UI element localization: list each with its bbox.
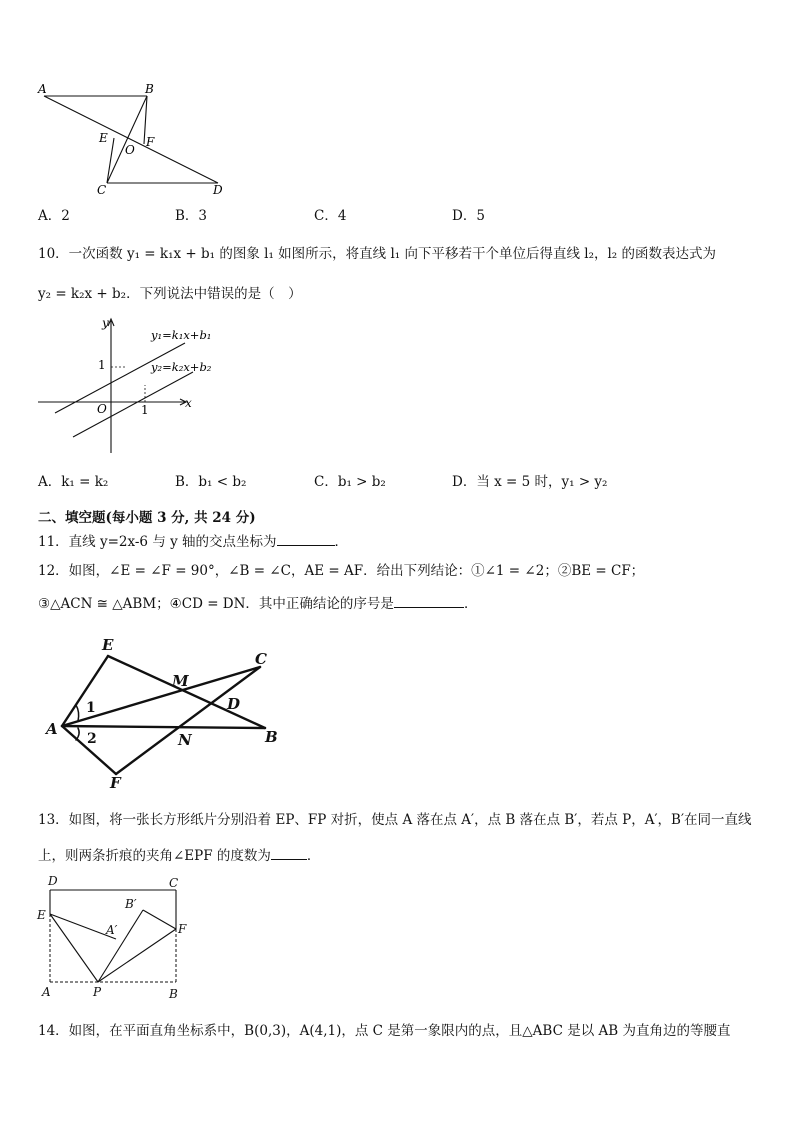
q9-segment-BC [107,96,147,183]
q13-answer-blank[interactable] [271,845,307,860]
q10-label-x: x [185,396,192,410]
q11-text: 11．直线 y=2x-6 与 y 轴的交点坐标为 [38,534,277,550]
q10-line1: 10．一次函数 y₁ = k₁x + b₁ 的图象 l₁ 如图所示，将直线 l₁ 向下平移若干个单位后得直线 l₂，l₂ 的函数表达式为 [38,246,717,262]
q13-label-A: A [42,985,51,999]
q12-label-B: B [265,728,278,746]
q10-line2: y₂ = k₂x + b₂．下列说法中错误的是（ ） [38,286,302,302]
q12-label-M: M [172,672,189,690]
q10-line-l2 [73,372,193,437]
q12-answer-blank[interactable] [394,593,464,608]
q9-option-d: D．5 [452,208,485,224]
q9-option-a: A．2 [38,208,70,224]
q9-label-F: F [146,135,155,149]
q9-label-A: A [38,82,47,96]
q12-label-E: E [102,636,114,654]
q12-label-F: F [110,774,121,792]
q12-label-2: 2 [87,731,97,747]
q12-figure [40,630,300,795]
q10-label-one-y: 1 [98,358,106,372]
q13-label-P: P [93,985,102,999]
q13-label-F: F [178,922,187,936]
q12-angle-2 [76,728,79,740]
q14-line1: 14．如图，在平面直角坐标系中，B(0,3)，A(4,1)，点 C 是第一象限内的点，且△ABC 是以 AB 为直角边的等腰直 [38,1023,731,1039]
q12-label-C: C [255,650,267,668]
q9-option-c: C．4 [314,208,347,224]
q9-label-E: E [99,131,108,145]
q10-option-d: D．当 x = 5 时，y₁ > y₂ [452,474,608,490]
q11-end: ． [334,534,349,550]
q12-line2 [38,593,477,613]
q11-line [38,531,348,551]
q13-label-D: D [48,874,58,888]
q13-label-C: C [169,876,179,890]
q13-line2-text: 上，则两条折痕的夹角∠EPF 的度数为 [38,848,271,864]
q13-line1: 13．如图，将一张长方形纸片分别沿着 EP、FP 对折，使点 A 落在点 A′，点 B 落在点 B′，若点 P，A′，B′在同一直线 [38,812,752,828]
q10-option-c: C．b₁ > b₂ [314,474,386,490]
q10-label-y: y [102,316,109,330]
q10-label-o: O [97,402,107,416]
q12-label-1: 1 [86,700,96,716]
q13-segment-BF [143,910,176,929]
q13-end: ． [306,848,321,864]
q12-angle-1 [76,705,79,721]
q13-label-E: E [37,908,46,922]
q13-figure [36,872,206,1004]
q9-segment-AD [44,96,218,183]
q12-label-A: A [46,720,58,738]
q9-label-D: D [213,183,223,197]
q12-label-D: D [227,695,241,713]
q12-label-N: N [178,731,192,749]
q10-option-a: A．k₁ = k₂ [38,474,109,490]
q9-label-C: C [97,183,107,197]
q10-option-b: B．b₁ < b₂ [175,474,247,490]
q10-figure [35,315,235,460]
q13-label-B-prime: B′ [125,897,137,911]
q12-line2-text: ③△ACN ≅ △ABM；④CD = DN．其中正确结论的序号是 [38,596,394,612]
q12-end: ． [463,596,478,612]
q9-label-O: O [125,143,135,157]
q9-option-b: B．3 [175,208,208,224]
q10-label-one-x: 1 [141,403,149,417]
q9-figure [35,80,235,200]
q10-label-l2: y₂=k₂x+b₂ [151,360,212,374]
q13-segment-PB [98,910,143,982]
q13-line2 [38,845,320,865]
q13-crease-EP [50,914,98,982]
q9-label-B: B [145,82,154,96]
q13-label-A-prime: A′ [106,923,118,937]
section-title: 二、填空题(每小题 3 分, 共 24 分) [38,510,256,526]
q11-answer-blank[interactable] [277,531,335,546]
q12-line1: 12．如图，∠E = ∠F = 90°，∠B = ∠C，AE = AF．给出下列结论：①∠1 = ∠2；②BE = CF； [38,563,645,579]
q12-segment-AB [62,726,265,728]
q10-label-l1: y₁=k₁x+b₁ [151,328,212,342]
q12-segment-EB [108,656,265,728]
q13-label-B: B [169,987,178,1001]
